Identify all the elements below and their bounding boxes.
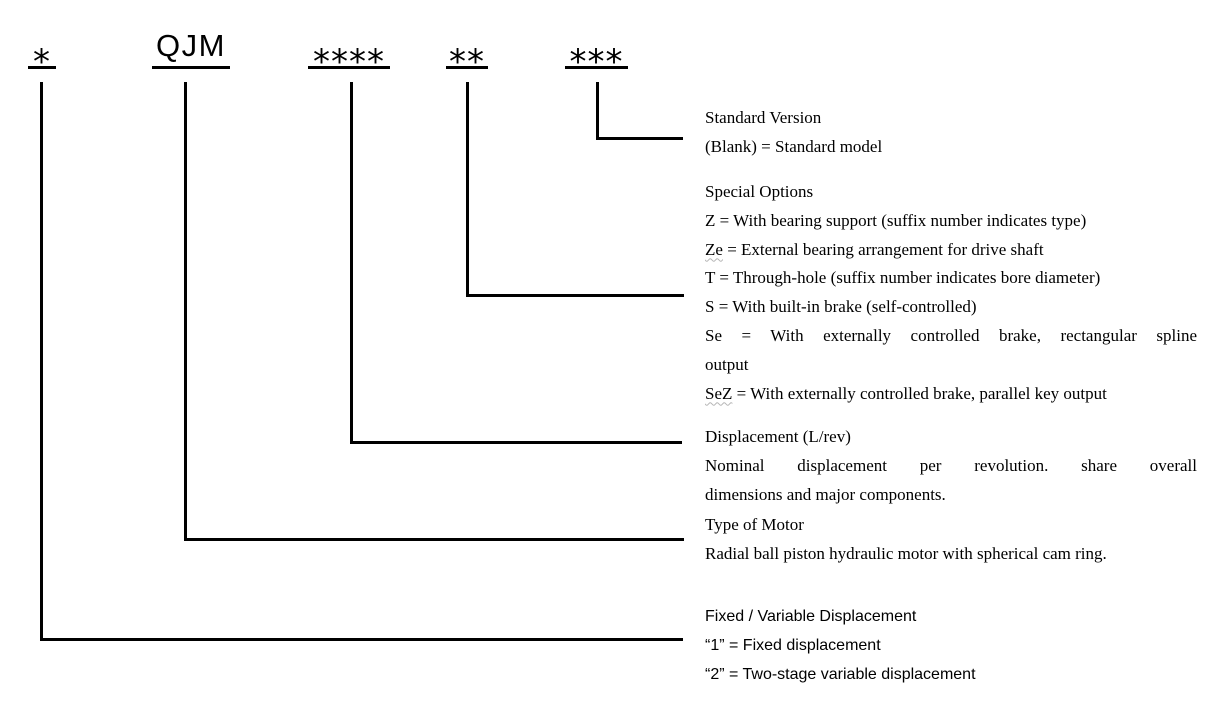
special-option-t [705, 264, 1197, 293]
section-title: Special Options [705, 182, 814, 201]
connector-displacement-vertical [350, 82, 353, 444]
option-desc: = With externally controlled brake, parallel key output [736, 383, 1107, 403]
special-option-sez [705, 380, 1197, 409]
connector-special-options-vertical [466, 82, 469, 297]
code-asterisks: *** [569, 42, 624, 82]
connector-special-options-horizontal [466, 294, 684, 297]
special-option-s [705, 293, 1197, 322]
section-displacement [705, 423, 1197, 509]
option-desc: = Through-hole (suffix number indicates bore diameter) [719, 268, 1101, 288]
section-title: Type of Motor [705, 515, 804, 534]
option-variable: “2” = Two-stage variable displacement [705, 665, 976, 683]
code-segment-fixed-variable [28, 26, 56, 82]
section-title: Displacement (L/rev) [705, 427, 851, 446]
option-code: S [705, 297, 715, 317]
code-asterisks: **** [313, 42, 385, 82]
option-fixed: “1” = Fixed displacement [705, 636, 881, 654]
connector-displacement-horizontal [350, 441, 682, 444]
section-special-options [705, 178, 1197, 408]
section-body-line: (Blank) = Standard model [705, 136, 883, 156]
code-asterisk: * [33, 42, 51, 82]
option-desc: = With bearing support (suffix number indicates type) [719, 210, 1087, 230]
code-segment-series-qjm [152, 26, 230, 69]
section-body-line: dimensions and major components. [705, 484, 946, 504]
section-title: Standard Version [705, 108, 822, 127]
connector-type-of-motor-vertical [184, 82, 187, 541]
special-option-se [705, 322, 1197, 351]
connector-standard-version-horizontal [596, 137, 683, 140]
special-option-z [705, 207, 1197, 236]
option-code: Se [705, 325, 722, 345]
connector-fixed-variable-vertical [40, 82, 43, 641]
code-segment-standard-version [565, 26, 628, 82]
section-fixed-variable-displacement [705, 603, 1197, 689]
code-segment-special-options [446, 26, 488, 82]
connector-standard-version-vertical [596, 82, 599, 140]
option-desc: = External bearing arrangement for drive shaft [727, 239, 1044, 259]
section-standard-version [705, 104, 1197, 162]
connector-type-of-motor-horizontal [184, 538, 684, 541]
section-title: Fixed / Variable Displacement [705, 608, 917, 625]
section-body-line: Nominal displacement per revolution. share overall [705, 455, 1197, 475]
option-code: T [705, 268, 716, 288]
code-asterisks: ** [449, 42, 485, 82]
special-option-ze [705, 236, 1197, 265]
option-code-misspelled: Ze [705, 239, 723, 259]
option-desc: = With externally controlled brake, rectangular spline [741, 325, 1197, 345]
option-code-misspelled: SeZ [705, 383, 733, 403]
option-code: Z [705, 210, 716, 230]
code-segment-displacement [308, 26, 390, 82]
special-option-se-wrap: output [705, 354, 749, 374]
option-desc: = With built-in brake (self-controlled) [718, 297, 977, 317]
section-type-of-motor [705, 511, 1197, 569]
connector-fixed-variable-horizontal [40, 638, 683, 641]
section-body-line: Radial ball piston hydraulic motor with spherical cam ring. [705, 543, 1107, 563]
code-series-label: QJM [156, 28, 226, 63]
